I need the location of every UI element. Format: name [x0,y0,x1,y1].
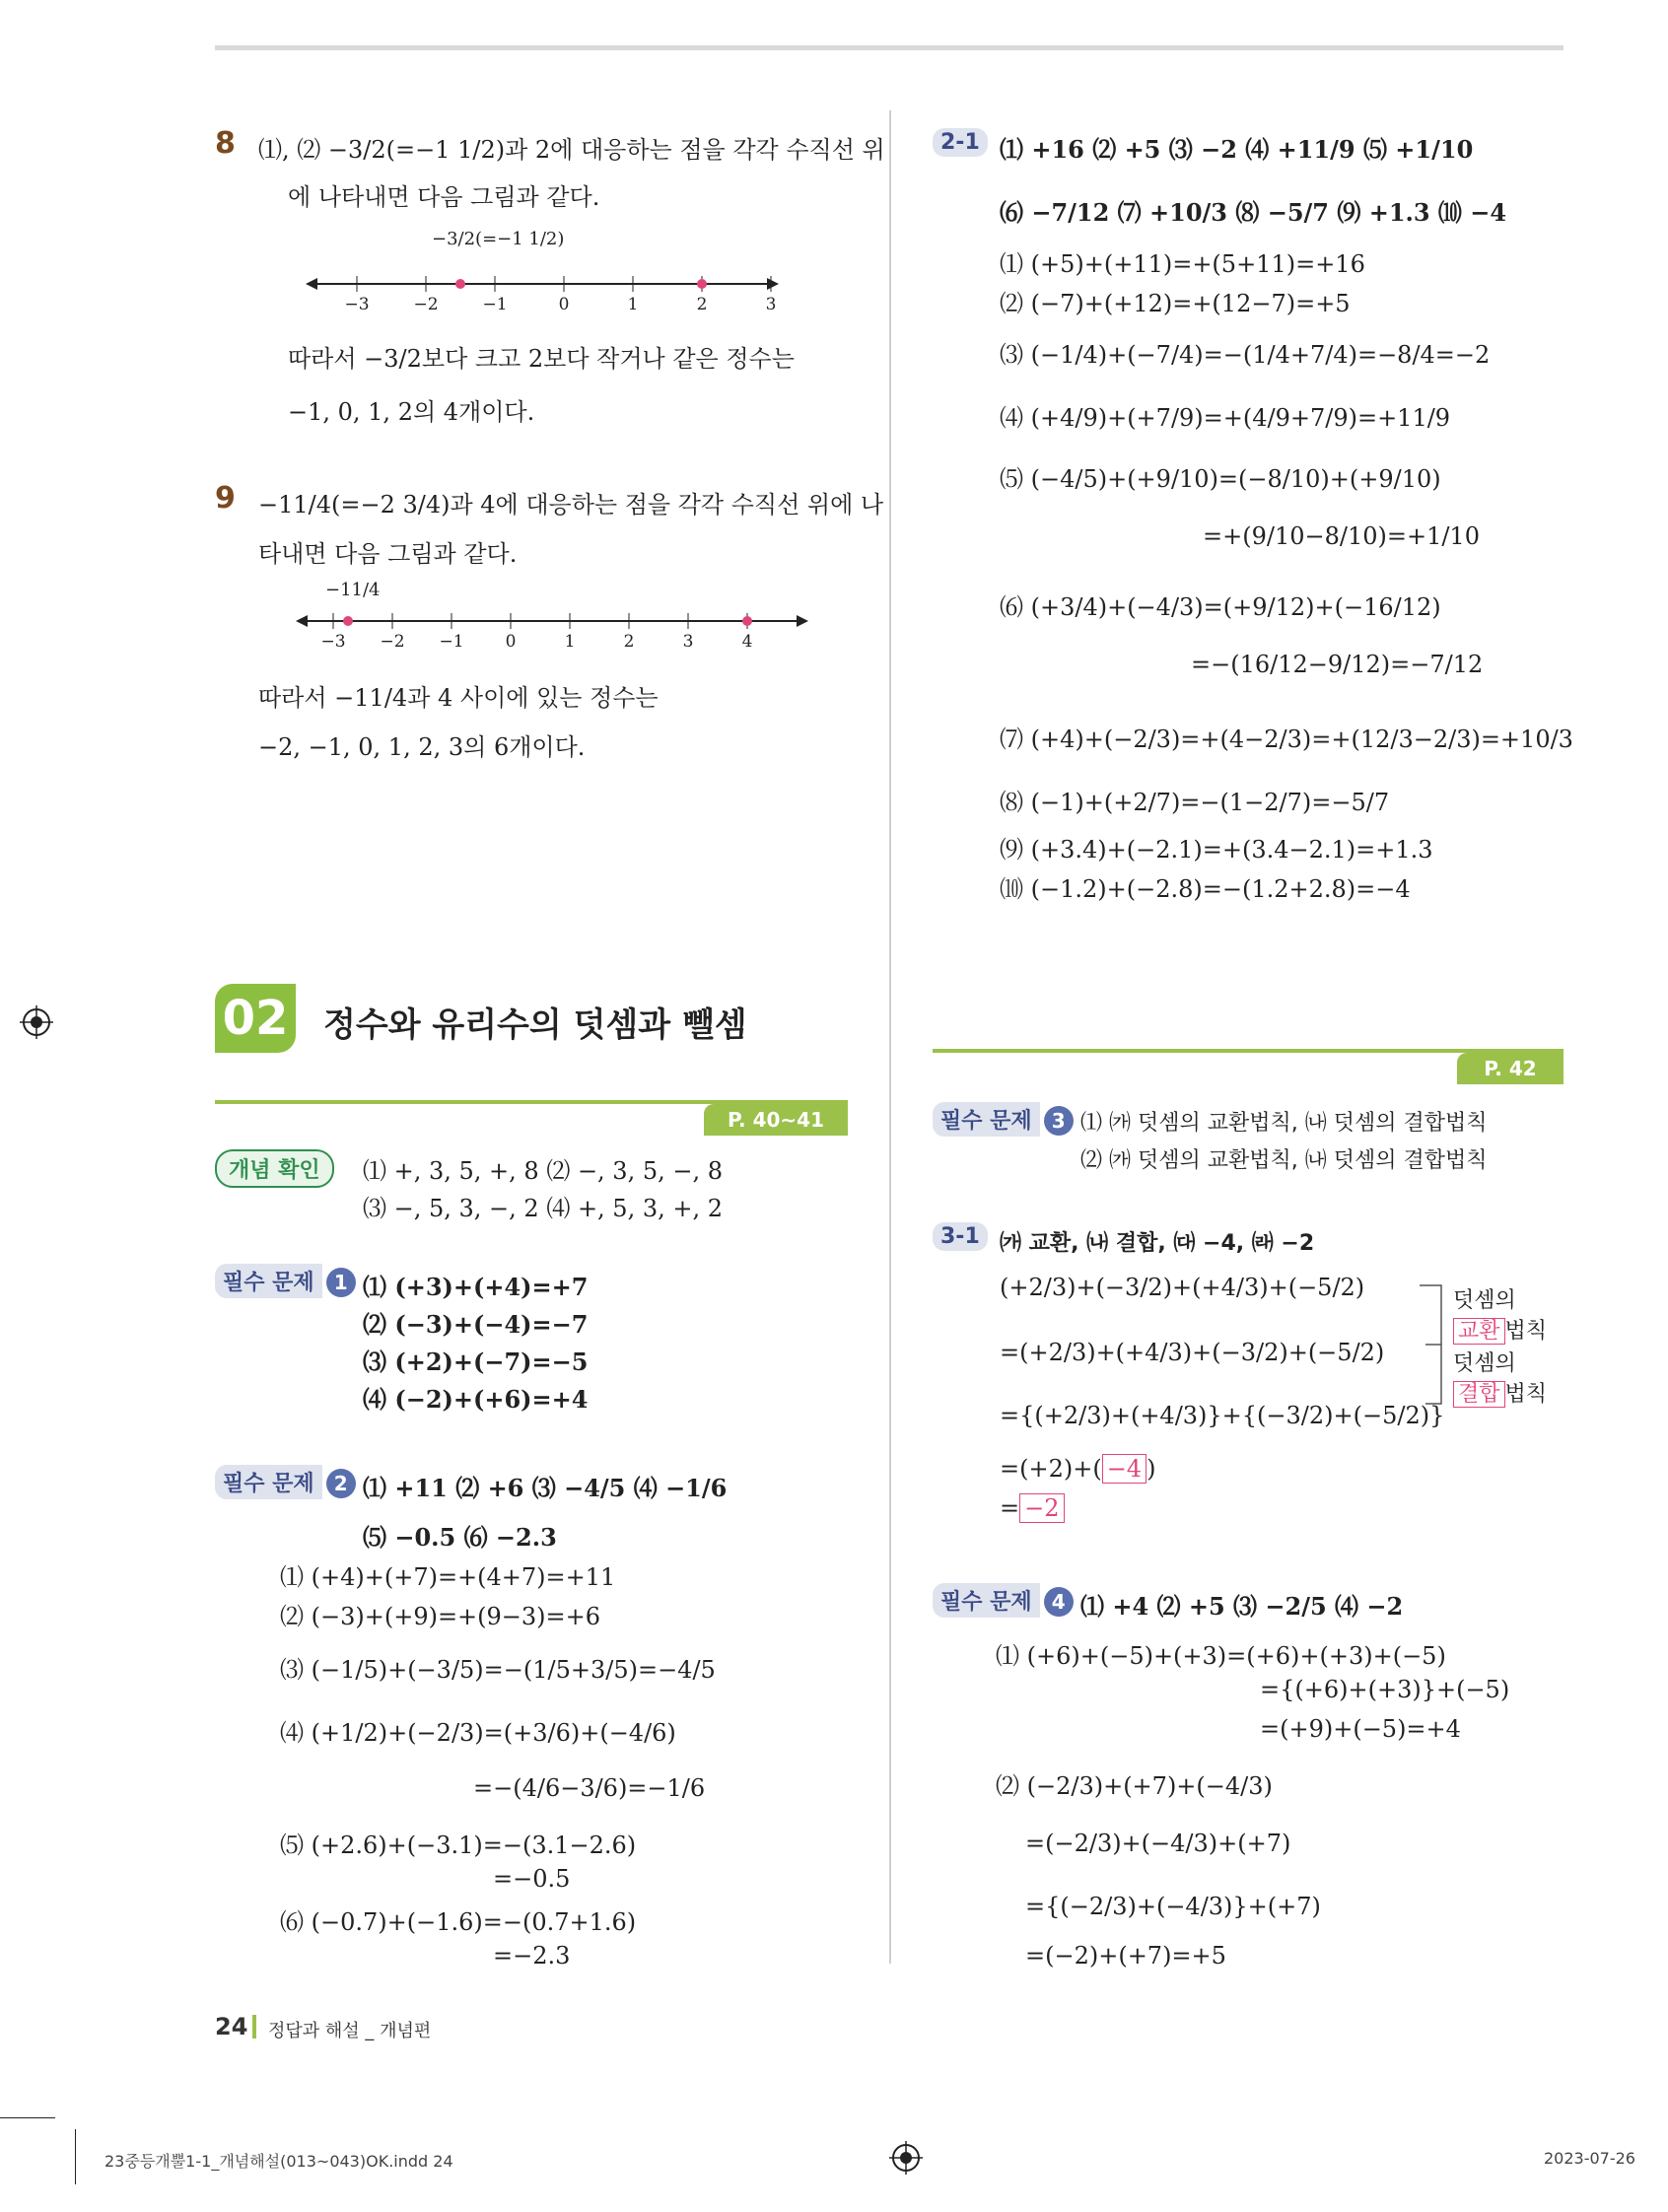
q-number: 1 [326,1268,356,1297]
q4-line: =(+9)+(−5)=+4 [1260,1715,1461,1743]
q1-line: ⑷ (−2)+(+6)=+4 [363,1385,589,1414]
p9-line2: 타내면 다음 그림과 같다. [258,540,518,568]
registration-mark-icon [20,1005,53,1039]
close-paren: ) [1147,1455,1156,1483]
p9-line1: −11/4(=−2 3/4)과 4에 대응하는 점을 각각 수직선 위에 나 [258,491,884,518]
q21-header [933,128,988,157]
tick-label: 3 [765,295,777,314]
tick-label: 0 [558,295,570,314]
tick-label: 2 [696,295,708,314]
q31-line: (+2/3)+(−3/2)+(+4/3)+(−5/2) [1000,1274,1365,1301]
point-marker [343,616,353,626]
p8-line4: −1, 0, 1, 2의 4개이다. [288,398,535,426]
note-text: 덧셈의 [1453,1288,1516,1313]
note-text: 덧셈의 [1453,1351,1516,1376]
p8-line1: ⑴, ⑵ −3/2(=−1 1/2)과 2에 대응하는 점을 각각 수직선 위 [258,136,885,164]
tick-label: 2 [623,632,635,652]
q31-header [933,1222,988,1251]
q4-line: ={(−2/3)+(−4/3)}+(+7) [1025,1893,1321,1920]
q21-line: ⑽ (−1.2)+(−2.8)=−(1.2+2.8)=−4 [1000,875,1411,903]
q21-line: ⑹ (+3/4)+(−4/3)=(+9/12)+(−16/12) [1000,593,1441,621]
q2-line: =−0.5 [493,1865,571,1893]
concept-label: 개념 확인 [215,1149,334,1188]
q4-line: =(−2)+(+7)=+5 [1025,1942,1226,1970]
q2-answers-2: ⑸ −0.5 ⑹ −2.3 [363,1523,557,1552]
q-number: 3 [1044,1106,1074,1136]
q21-line: ⑷ (+4/9)+(+7/9)=+(4/9+7/9)=+11/9 [1000,404,1451,432]
section-number: 02 [215,984,296,1053]
q21-answers-2: ⑹ −7/12 ⑺ +10/3 ⑻ −5/7 ⑼ +1.3 ⑽ −4 [1000,198,1507,227]
concept-line1: ⑴ +, 3, 5, +, 8 ⑵ −, 3, 5, −, 8 [363,1157,724,1185]
p9-axis-label: −11/4 [325,580,381,600]
q21-line: =+(9/10−8/10)=+1/10 [1203,522,1480,550]
q31-line: ={(+2/3)+(+4/3)}+{(−3/2)+(−5/2)} [1000,1402,1445,1429]
tick-label: −3 [320,632,346,652]
q2-line: ⑸ (+2.6)+(−3.1)=−(3.1−2.6) [280,1832,637,1859]
q31-line: =(+2/3)+(+4/3)+(−3/2)+(−5/2) [1000,1339,1385,1366]
note-associative [1453,1347,1547,1408]
point-marker [697,279,707,289]
file-name: 23중등개뿔1-1_개념해설(013~043)OK.indd 24 [104,2152,453,2171]
note-text: 법칙 [1504,1382,1548,1407]
answer-box: −2 [1019,1493,1064,1523]
q2-line: ⑹ (−0.7)+(−1.6)=−(0.7+1.6) [280,1908,637,1936]
page-ref: P. 40∼41 [704,1104,848,1136]
point-marker [742,616,752,626]
q21-line: =−(16/12−9/12)=−7/12 [1191,651,1484,678]
page-number: 24 [215,2013,248,2040]
q-tag: 2-1 [933,128,988,157]
q2-header [215,1465,356,1499]
book-title: 정답과 해설 _ 개념편 [268,2021,432,2041]
q31-line-6 [1000,1494,1065,1522]
q-tag: 필수 문제 [215,1465,322,1499]
q4-header [933,1583,1074,1618]
q31-line: =(+2)+( [1000,1455,1102,1483]
bracket-lines [1420,1281,1449,1410]
tick-label: 1 [564,632,576,652]
q4-line: ⑵ (−2/3)+(+7)+(−4/3) [996,1772,1273,1800]
tick-label: 3 [682,632,694,652]
q31-answer: ㈎ 교환, ㈏ 결합, ㈐ −4, ㈑ −2 [1000,1231,1315,1256]
q-tag: 필수 문제 [933,1102,1040,1137]
problem-number: 9 [215,481,236,516]
q2-line: ⑴ (+4)+(+7)=+(4+7)=+11 [280,1563,616,1591]
p9-line3: 따라서 −11/4과 4 사이에 있는 정수는 [258,684,659,712]
q21-line: ⑶ (−1/4)+(−7/4)=−(1/4+7/4)=−8/4=−2 [1000,341,1491,369]
q2-line: ⑶ (−1/5)+(−3/5)=−(1/5+3/5)=−4/5 [280,1656,716,1684]
top-rule [215,45,1564,50]
point-marker [455,279,465,289]
q1-header [215,1264,356,1298]
tick-label: −1 [482,295,508,314]
tick-label: −2 [380,632,405,652]
note-box: 교환 [1453,1318,1505,1345]
q1-line: ⑵ (−3)+(−4)=−7 [363,1310,589,1339]
q21-line: ⑻ (−1)+(+2/7)=−(1−2/7)=−5/7 [1000,789,1390,816]
p8-line3: 따라서 −3/2보다 크고 2보다 작거나 같은 정수는 [288,345,795,373]
tick-label: 0 [505,632,517,652]
crop-mark [75,2129,76,2184]
q21-line: ⑺ (+4)+(−2/3)=+(4−2/3)=+(12/3−2/3)=+10/3 [1000,726,1573,753]
q21-line: ⑸ (−4/5)+(+9/10)=(−8/10)+(+9/10) [1000,465,1441,493]
note-box: 결합 [1453,1381,1505,1408]
q21-line: ⑴ (+5)+(+11)=+(5+11)=+16 [1000,250,1365,278]
q2-line: ⑵ (−3)+(+9)=+(9−3)=+6 [280,1603,601,1630]
p8-line2: 에 나타내면 다음 그림과 같다. [288,183,600,211]
q1-line: ⑴ (+3)+(+4)=+7 [363,1273,589,1301]
q3-line1: ⑴ ㈎ 덧셈의 교환법칙, ㈏ 덧셈의 결합법칙 [1080,1111,1488,1136]
crop-mark [0,2117,55,2118]
concept-line2: ⑶ −, 5, 3, −, 2 ⑷ +, 5, 3, +, 2 [363,1195,724,1222]
section-title: 정수와 유리수의 덧셈과 뺄셈 [323,1005,747,1045]
p8-axis-label: −3/2(=−1 1/2) [432,229,565,249]
q2-line: =−2.3 [493,1942,571,1970]
q21-line: ⑵ (−7)+(+12)=+(12−7)=+5 [1000,290,1351,317]
column-divider [889,110,891,1964]
tick-label: 4 [741,632,753,652]
q-tag: 필수 문제 [215,1264,322,1298]
print-date: 2023-07-26 [1544,2149,1635,2168]
tick-label: −3 [344,295,370,314]
tick-label: −1 [439,632,464,652]
q3-header [933,1102,1074,1137]
q4-line: =(−2/3)+(−4/3)+(+7) [1025,1830,1291,1857]
q-tag: 3-1 [933,1222,988,1251]
p9-line4: −2, −1, 0, 1, 2, 3의 6개이다. [258,733,586,761]
q2-line: =−(4/6−3/6)=−1/6 [473,1774,706,1802]
q-tag: 필수 문제 [933,1583,1040,1618]
q4-answers: ⑴ +4 ⑵ +5 ⑶ −2/5 ⑷ −2 [1080,1592,1404,1621]
q21-line: ⑼ (+3.4)+(−2.1)=+(3.4−2.1)=+1.3 [1000,836,1433,864]
q2-answers-1: ⑴ +11 ⑵ +6 ⑶ −4/5 ⑷ −1/6 [363,1474,728,1502]
q-number: 4 [1044,1587,1074,1617]
note-text: 법칙 [1504,1319,1548,1344]
q-number: 2 [326,1469,356,1498]
footer-bar [252,2015,256,2039]
note-commutative [1453,1283,1547,1345]
registration-mark-icon [889,2141,923,2175]
q1-line: ⑶ (+2)+(−7)=−5 [363,1348,589,1376]
q3-line2: ⑵ ㈎ 덧셈의 교환법칙, ㈏ 덧셈의 결합법칙 [1080,1148,1488,1173]
answer-box: −4 [1102,1454,1147,1484]
problem-number: 8 [215,126,236,161]
tick-label: −2 [413,295,439,314]
q4-line: ⑴ (+6)+(−5)+(+3)=(+6)+(+3)+(−5) [996,1642,1446,1670]
page-ref: P. 42 [1457,1053,1564,1084]
q4-line: ={(+6)+(+3)}+(−5) [1260,1676,1510,1703]
q31-line-5 [1000,1455,1155,1483]
number-line-p8 [306,266,779,315]
equals-sign: = [1000,1494,1020,1522]
tick-label: 1 [627,295,639,314]
q2-line: ⑷ (+1/2)+(−2/3)=(+3/6)+(−4/6) [280,1719,676,1747]
number-line-p9 [296,603,808,653]
q21-answers-1: ⑴ +16 ⑵ +5 ⑶ −2 ⑷ +11/9 ⑸ +1/10 [1000,135,1474,164]
